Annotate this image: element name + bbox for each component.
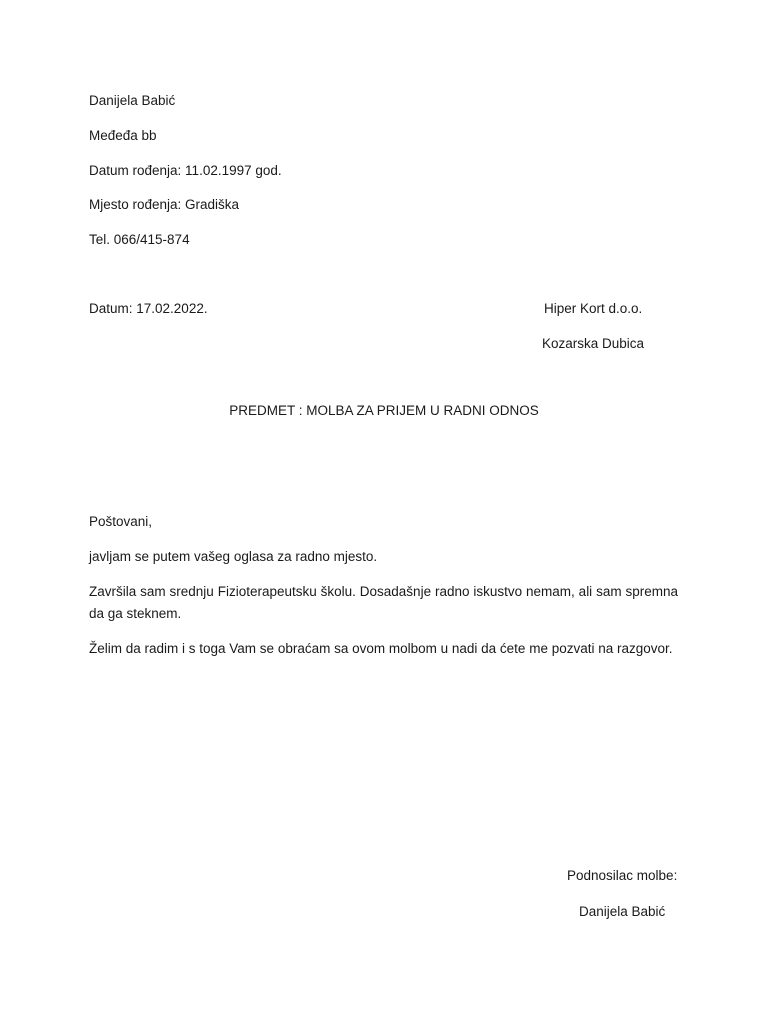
recipient-company: Hiper Kort d.o.o. [544,301,643,316]
recipient-city: Kozarska Dubica [542,336,645,351]
letter-subject: PREDMET : MOLBA ZA PRIJEM U RADNI ODNOS [229,403,539,418]
sender-phone: Tel. 066/415-874 [89,232,190,247]
signature-label: Podnosilac molbe: [567,868,678,883]
signature-name: Danijela Babić [579,904,666,919]
sender-birth-date: Datum rođenja: 11.02.1997 god. [89,163,282,178]
sender-address: Međeđa bb [89,128,157,143]
body-paragraph-3: Želim da radim i s toga Vam se obraćam sa ovom molbom u nadi da ćete me pozvati na razgovor. [89,641,673,656]
sender-birth-place: Mjesto rođenja: Gradiška [89,197,240,212]
body-paragraph-1: javljam se putem vašeg oglasa za radno mjesto. [89,549,378,564]
greeting: Poštovani, [89,514,153,529]
letter-date: Datum: 17.02.2022. [89,301,208,316]
sender-name: Danijela Babić [89,93,176,108]
body-paragraph-2: Završila sam srednju Fizioterapeutsku školu. Dosadašnje radno iskustvo nemam, ali sam spremna da ga steknem. [89,584,678,621]
